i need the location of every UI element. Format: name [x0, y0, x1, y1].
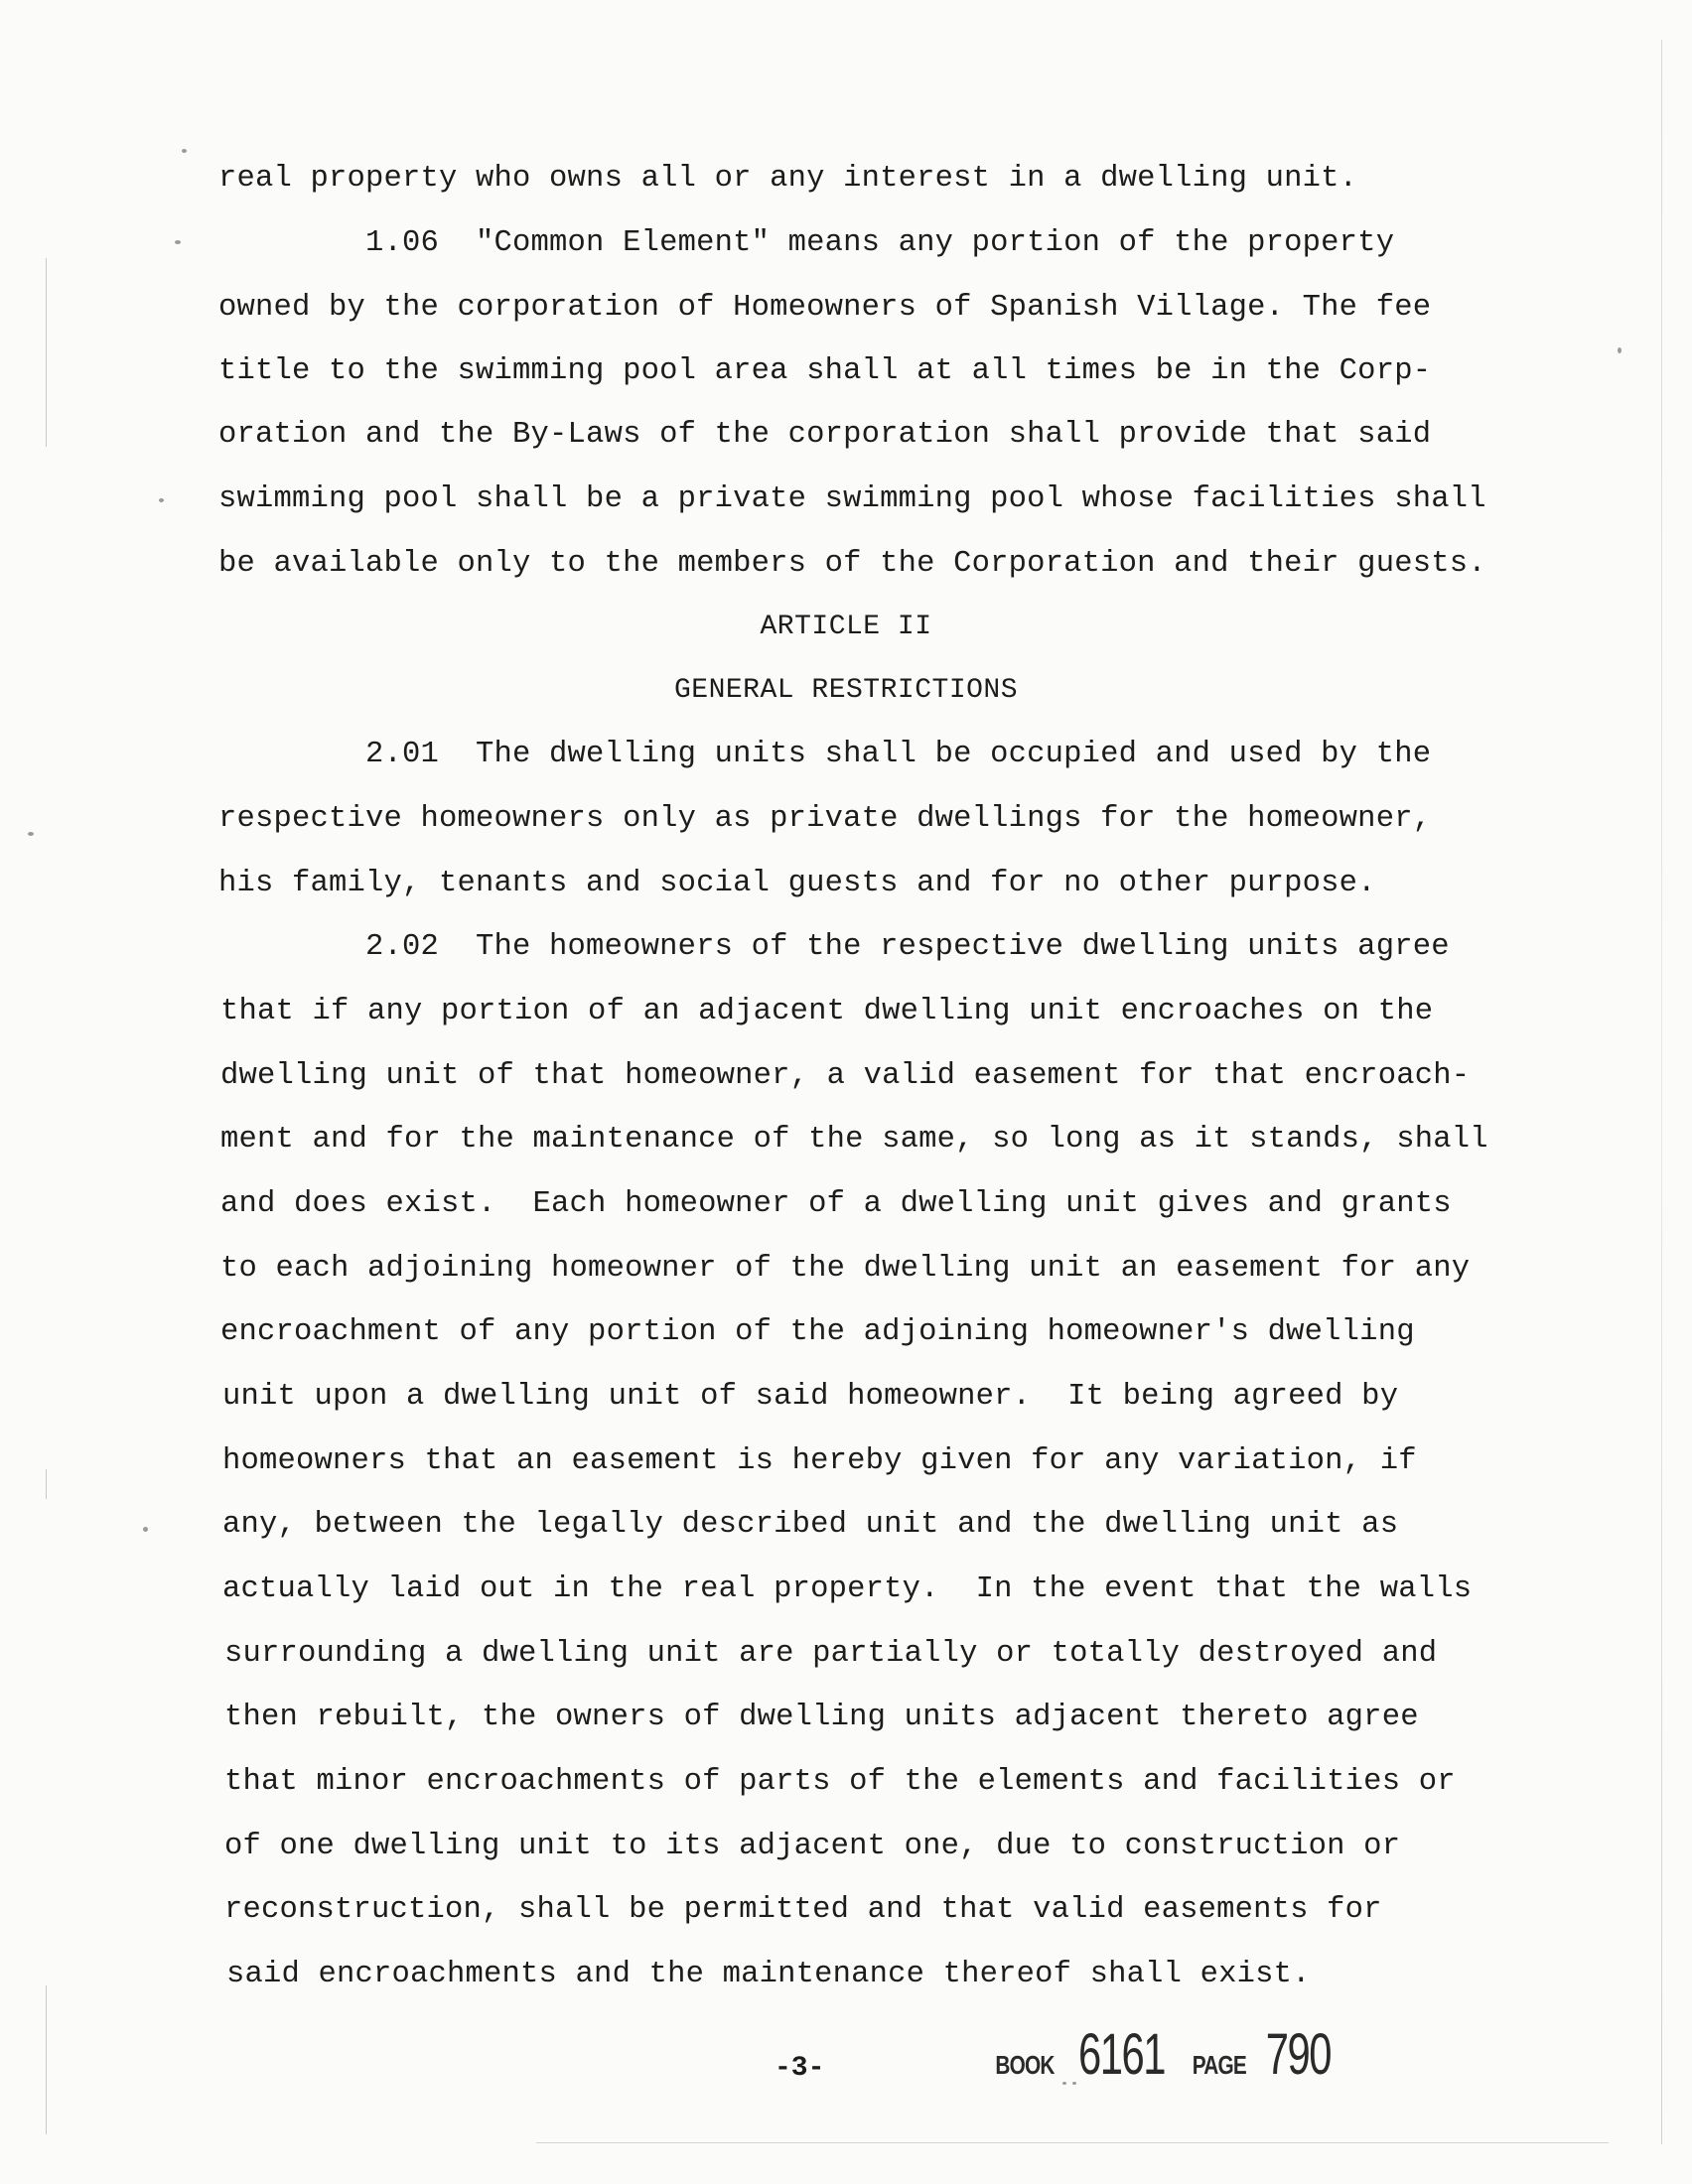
text-line: dwelling unit of that homeowner, a valid easement for that encroach-: [220, 1059, 1471, 1093]
scan-speck: [1062, 2082, 1066, 2085]
text-line: respective homeowners only as private dwellings for the homeowner,: [218, 802, 1432, 836]
text-line: 2.02 The homeowners of the respective dwelling units agree: [218, 930, 1450, 964]
text-line: ment and for the maintenance of the same, so long as it stands, shall: [220, 1123, 1488, 1157]
text-line: that if any portion of an adjacent dwelling unit encroaches on the: [220, 995, 1434, 1028]
text-line: real property who owns all or any interest in a dwelling unit.: [218, 162, 1358, 196]
stamp-book-label: BOOK: [995, 2050, 1055, 2080]
stamp-page-label: PAGE: [1193, 2050, 1247, 2080]
scan-speck: [28, 832, 34, 836]
scan-edge-line: [1661, 40, 1662, 2144]
text-line: that minor encroachments of parts of the elements and facilities or: [224, 1765, 1456, 1799]
scan-mark: [46, 258, 47, 447]
text-line: actually laid out in the real property. In the event that the walls: [222, 1572, 1473, 1606]
text-line: his family, tenants and social guests and for no other purpose.: [218, 867, 1376, 900]
text-line: to each adjoining homeowner of the dwelling unit an easement for any: [220, 1252, 1471, 1286]
stamp-page-number: 790: [1265, 2022, 1332, 2087]
text-line: 1.06 "Common Element" means any portion of the property: [218, 226, 1395, 260]
text-line: title to the swimming pool area shall at all times be in the Corp-: [218, 354, 1432, 388]
text-line: surrounding a dwelling unit are partially or totally destroyed and: [224, 1637, 1438, 1671]
text-line: encroachment of any portion of the adjoining homeowner's dwelling: [220, 1315, 1415, 1349]
scan-speck: [175, 240, 181, 244]
text-line: be available only to the members of the Corporation and their guests.: [218, 547, 1486, 581]
text-line: said encroachments and the maintenance thereof shall exist.: [226, 1958, 1311, 1991]
text-line: 2.01 The dwelling units shall be occupied and used by the: [218, 738, 1432, 771]
text-line: unit upon a dwelling unit of said homeowner. It being agreed by: [222, 1380, 1399, 1414]
text-line: oration and the By-Laws of the corporation shall provide that said: [218, 418, 1432, 452]
article-title: GENERAL RESTRICTIONS: [673, 675, 1019, 706]
text-line: and does exist. Each homeowner of a dwelling unit gives and grants: [220, 1187, 1452, 1221]
text-line: reconstruction, shall be permitted and that valid easements for: [224, 1893, 1382, 1927]
scan-speck: [143, 1527, 148, 1532]
stamp-book-number: 6161: [1077, 2022, 1166, 2087]
text-line: homeowners that an easement is hereby given for any variation, if: [222, 1444, 1417, 1478]
text-line: swimming pool shall be a private swimming pool whose facilities shall: [218, 482, 1486, 516]
text-line: any, between the legally described unit and the dwelling unit as: [222, 1508, 1399, 1542]
scan-speck: [1072, 2082, 1076, 2085]
scan-mark: [46, 1469, 47, 1499]
scan-speck: [159, 498, 164, 502]
article-heading: ARTICLE II: [760, 612, 932, 642]
scan-speck: [182, 149, 187, 153]
scan-mark: [46, 1985, 47, 2134]
scan-speck: [1618, 347, 1622, 353]
book-page-stamp: [988, 2021, 1343, 2088]
text-line: of one dwelling unit to its adjacent one, due to construction or: [224, 1830, 1401, 1863]
scan-bottom-line: [536, 2142, 1609, 2143]
page-number: -3-: [775, 2053, 825, 2084]
text-line: then rebuilt, the owners of dwelling units adjacent thereto agree: [224, 1701, 1419, 1734]
text-line: owned by the corporation of Homeowners of Spanish Village. The fee: [218, 291, 1432, 325]
